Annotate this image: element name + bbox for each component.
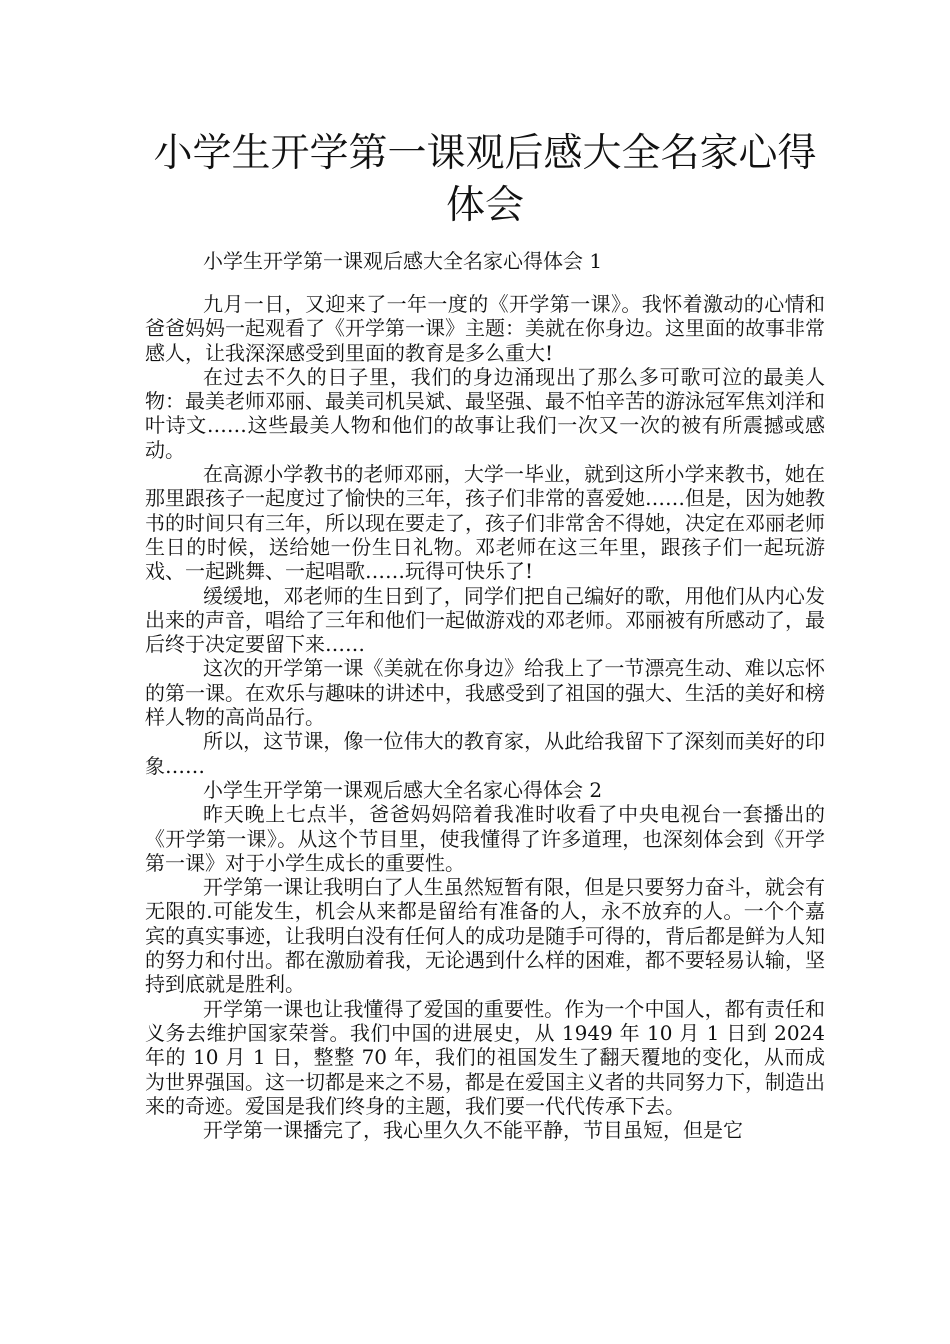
- section-heading-1: 小学生开学第一课观后感大全名家心得体会 1: [203, 249, 603, 273]
- paragraph: 开学第一课也让我懂得了爱国的重要性。作为一个中国人，都有责任和义务去维护国家荣誉。我们中国的进展史，从 1949 年 10 月 1 日到 2024 年的 10 月 1 日，整整 70 年，我们的祖国发生了翻天覆地的变化，从而成为世界强国。这一切都是来之不易，都是在爱国主义者的共同努力下，制造出来的奇迹。爱国是我们终身的主题，我们要一代代传承下去。: [145, 996, 825, 1118]
- paragraph: 所以，这节课，像一位伟大的教育家，从此给我留下了深刻而美好的印象……: [145, 729, 825, 778]
- section-heading-2: 小学生开学第一课观后感大全名家心得体会 2: [203, 777, 603, 802]
- document-title: 小学生开学第一课观后感大全名家心得体会: [153, 131, 817, 228]
- paragraph: 在过去不久的日子里，我们的身边涌现出了那么多可歌可泣的最美人物：最美老师邓丽、最美司机吴斌、最坚强、最不怕辛苦的游泳冠军焦刘洋和叶诗文……这些最美人物和他们的故事让我们一次又一次的被有所震撼或感动。: [145, 364, 825, 462]
- document-body: [145, 292, 825, 1142]
- paragraph: 九月一日，又迎来了一年一度的《开学第一课》。我怀着激动的心情和爸爸妈妈一起观看了《开学第一课》主题：美就在你身边。这里面的故事非常感人，让我深深感受到里面的教育是多么重大!: [145, 292, 825, 365]
- paragraph: 缓缓地，邓老师的生日到了，同学们把自己编好的歌，用他们从内心发出来的声音，唱给了三年和他们一起做游戏的邓老师。邓丽被有所感动了，最后终于决定要留下来……: [145, 583, 825, 657]
- paragraph: 昨天晚上七点半，爸爸妈妈陪着我准时收看了中央电视台一套播出的《开学第一课》。从这个节目里，使我懂得了许多道理，也深刻体会到《开学第一课》对于小学生成长的重要性。: [145, 802, 825, 875]
- paragraph: 开学第一课让我明白了人生虽然短暂有限，但是只要努力奋斗，就会有无限的.可能发生，机会从来都是留给有准备的人，永不放弃的人。一个个嘉宾的真实事迹，让我明白没有任何人的成功是随手可得的，背后都是鲜为人知的努力和付出。都在激励着我，无论遇到什么样的困难，都不要轻易认输，坚持到底就是胜利。: [145, 875, 825, 997]
- paragraph: 开学第一课播完了，我心里久久不能平静，节目虽短，但是它: [203, 1118, 743, 1143]
- paragraph: 这次的开学第一课《美就在你身边》给我上了一节漂亮生动、难以忘怀的第一课。在欢乐与趣味的讲述中，我感受到了祖国的强大、生活的美好和榜样人物的高尚品行。: [145, 656, 825, 730]
- paragraph: 在高源小学教书的老师邓丽，大学一毕业，就到这所小学来教书，她在那里跟孩子一起度过了愉快的三年，孩子们非常的喜爱她……但是，因为她教书的时间只有三年，所以现在要走了，孩子们非常舍不得她，决定在邓丽老师生日的时候，送给她一份生日礼物。邓老师在这三年里，跟孩子们一起玩游戏、一起跳舞、一起唱歌……玩得可快乐了!: [145, 462, 825, 584]
